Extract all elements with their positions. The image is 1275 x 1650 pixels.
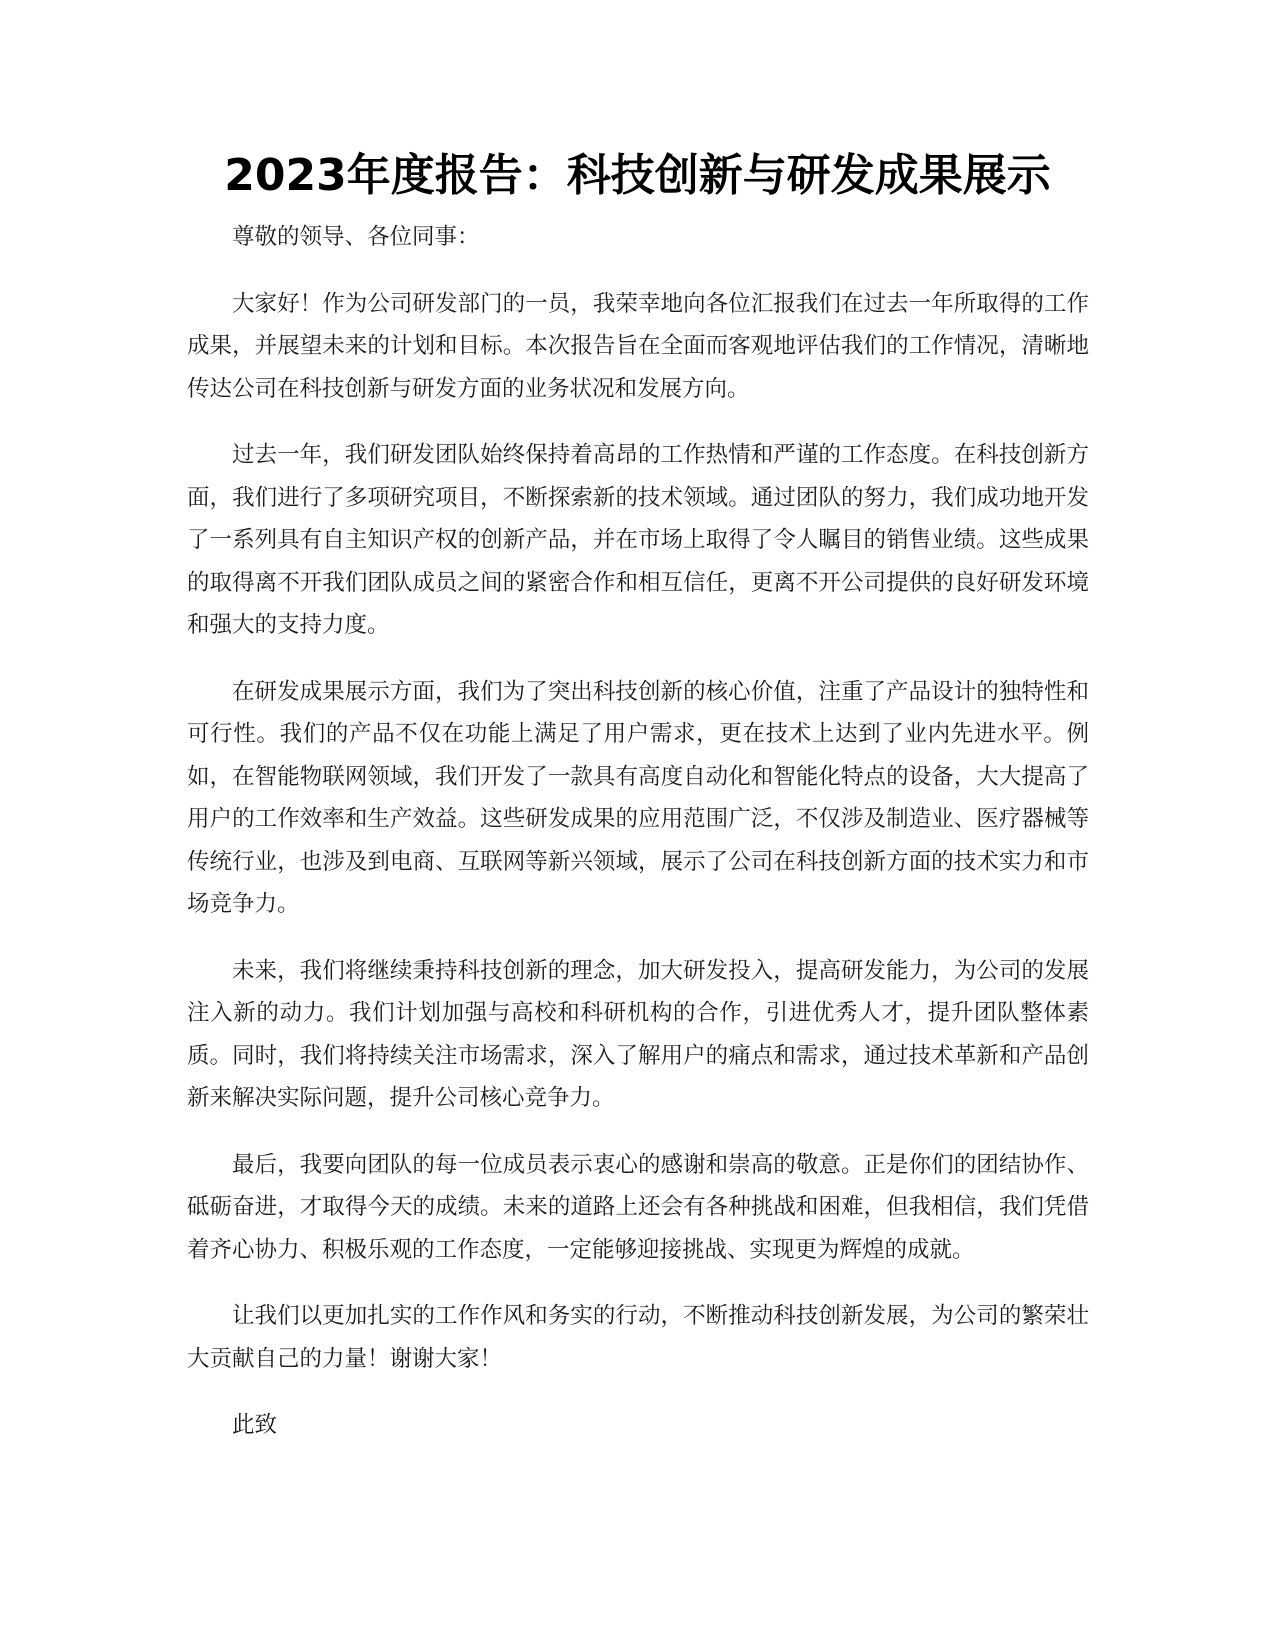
- salutation: 尊敬的领导、各位同事：: [232, 224, 480, 250]
- document-title: 2023年度报告：科技创新与研发成果展示: [224, 150, 1051, 201]
- paragraph-conclusion: 让我们以更加扎实的工作作风和务实的行动，不断推动科技创新发展，为公司的繁荣壮大贡献自己的力量！谢谢大家！: [187, 1303, 1089, 1372]
- paragraph-future: 未来，我们将继续秉持科技创新的理念，加大研发投入，提高研发能力，为公司的发展注入新的动力。我们计划加强与高校和科研机构的合作，引进优秀人才，提升团队整体素质。同时，我们将持续关注市场需求，深入了解用户的痛点和需求，通过技术革新和产品创新来解决实际问题，提升公司核心竞争力。: [187, 957, 1089, 1111]
- closing: 此致: [232, 1412, 278, 1438]
- paragraph-intro: 大家好！作为公司研发部门的一员，我荣幸地向各位汇报我们在过去一年所取得的工作成果，并展望未来的计划和目标。本次报告旨在全面而客观地评估我们的工作情况，清晰地传达公司在科技创新与研发方面的业务状况和发展方向。: [187, 290, 1089, 402]
- paragraph-thanks: 最后，我要向团队的每一位成员表示衷心的感谢和崇高的敬意。正是你们的团结协作、砥砺奋进，才取得今天的成绩。未来的道路上还会有各种挑战和困难，但我相信，我们凭借着齐心协力、积极乐观的工作态度，一定能够迎接挑战、实现更为辉煌的成就。: [187, 1151, 1089, 1263]
- paragraph-results: 在研发成果展示方面，我们为了突出科技创新的核心价值，注重了产品设计的独特性和可行性。我们的产品不仅在功能上满足了用户需求，更在技术上达到了业内先进水平。例如，在智能物联网领域，我们开发了一款具有高度自动化和智能化特点的设备，大大提高了用户的工作效率和生产效益。这些研发成果的应用范围广泛，不仅涉及制造业、医疗器械等传统行业，也涉及到电商、互联网等新兴领域，展示了公司在科技创新方面的技术实力和市场竞争力。: [187, 678, 1089, 917]
- document-body: [187, 216, 1089, 1471]
- paragraph-past-year: 过去一年，我们研发团队始终保持着高昂的工作热情和严谨的工作态度。在科技创新方面，我们进行了多项研究项目，不断探索新的技术领域。通过团队的努力，我们成功地开发了一系列具有自主知识产权的创新产品，并在市场上取得了令人瞩目的销售业绩。这些成果的取得离不开我们团队成员之间的紧密合作和相互信任，更离不开公司提供的良好研发环境和强大的支持力度。: [187, 442, 1089, 638]
